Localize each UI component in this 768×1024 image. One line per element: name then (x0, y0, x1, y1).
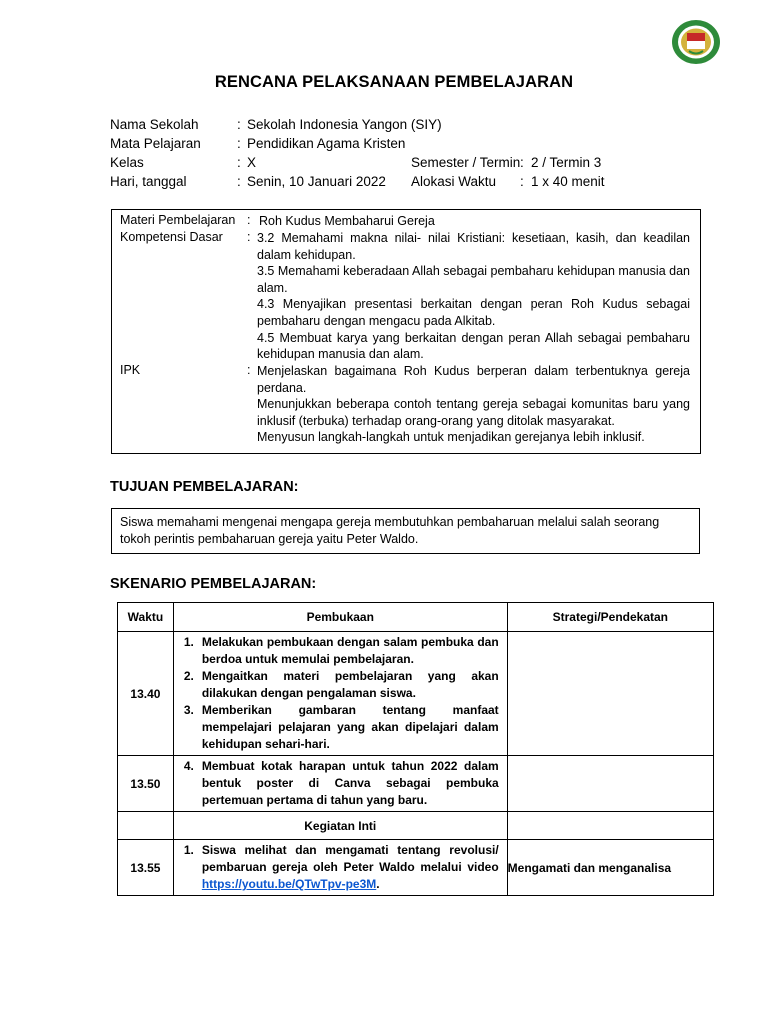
school-value: Sekolah Indonesia Yangon (SIY) (247, 117, 442, 132)
row-strategy (507, 632, 713, 756)
subject-value: Pendidikan Agama Kristen (247, 136, 406, 151)
materi-value: Roh Kudus Membaharui Gereja (259, 214, 435, 228)
list-item: 2. Mengaitkan materi pembelajaran yang akan dilakukan dengan pengalaman siswa. (183, 669, 499, 700)
kd-item: 3.5 Memahami keberadaan Allah sebagai pembaharu kehidupan manusia dan alam. (257, 264, 690, 295)
materi-label: Materi Pembelajaran (120, 213, 236, 227)
row-steps (173, 632, 507, 756)
kd-item: 3.2 Memahami makna nilai- nilai Kristiani: kesetiaan, kasih, dan keadilan dalam kehidupan. (257, 231, 690, 262)
row-strategy (507, 756, 713, 812)
school-logo (670, 18, 722, 66)
header-time: Waktu (118, 603, 174, 632)
class-label: Kelas (110, 155, 144, 170)
date-value: Senin, 10 Januari 2022 (247, 174, 386, 189)
list-item: 3. Memberikan gambaran tentang manfaat mempelajari pelajaran yang akan dipelajari dalam kehidupan sehari-hari. (183, 703, 499, 751)
subject-label: Mata Pelajaran (110, 136, 201, 151)
objective-text: Siswa memahami mengenai mengapa gereja membutuhkan pembaharuan melalui salah seorang tokoh perintis pembaharuan gereja yaitu Peter Waldo. (120, 515, 660, 546)
ipk-item: Menyusun langkah-langkah untuk menjadikan gerejanya lebih inklusif. (257, 430, 645, 445)
list-item: 4. Membuat kotak harapan untuk tahun 2022 dalam bentuk poster di Canva sebagai pembuka pertemuan pertama di tahun yang baru. (183, 759, 499, 807)
ipk-item: Menjelaskan bagaimana Roh Kudus berperan dalam terbentuknya gereja perdana. (257, 364, 690, 395)
ipk-list (257, 363, 690, 446)
colon: : (247, 230, 251, 244)
video-link[interactable]: https://youtu.be/QTwTpv-pe3M (201, 877, 377, 891)
row-time: 13.55 (118, 840, 174, 896)
row-time: 13.40 (118, 632, 174, 756)
header-opening: Pembukaan (173, 603, 507, 632)
objective-heading: TUJUAN PEMBELAJARAN: (110, 479, 299, 495)
kd-label: Kompetensi Dasar (120, 230, 223, 244)
ipk-label: IPK (120, 363, 141, 377)
scenario-heading: SKENARIO PEMBELAJARAN: (110, 576, 317, 592)
colon: : (237, 136, 241, 151)
table-row (118, 812, 714, 840)
time-allocation-value: 1 x 40 menit (531, 174, 605, 189)
row-steps (173, 840, 507, 896)
competency-box (111, 209, 701, 454)
colon: : (520, 174, 524, 189)
row-strategy: Mengamati dan menganalisa (507, 840, 713, 896)
school-emblem-icon (670, 18, 722, 66)
kd-list (257, 230, 690, 363)
ipk-item: Menunjukkan beberapa contoh tentang gereja sebagai komunitas baru yang inklusif (terbuka) terhadap orang-orang yang ditolak masyarakat. (257, 397, 690, 428)
colon: : (237, 155, 241, 170)
core-activity-heading: Kegiatan Inti (173, 812, 507, 840)
colon: : (520, 155, 524, 170)
school-label: Nama Sekolah (110, 117, 199, 132)
date-label: Hari, tanggal (110, 174, 187, 189)
objective-box (111, 508, 700, 554)
scenario-table (117, 602, 714, 896)
row-strategy-empty (507, 812, 713, 840)
kd-item: 4.5 Membuat karya yang berkaitan dengan peran Allah sebagai pembaharu kehidupan manusia dan alam. (257, 330, 690, 362)
row-time: 13.50 (118, 756, 174, 812)
colon: : (237, 174, 241, 189)
document-title: RENCANA PELAKSANAAN PEMBELAJARAN (214, 73, 574, 91)
list-item: 1. Melakukan pembukaan dengan salam pembuka dan berdoa untuk memulai pembelajaran. (183, 635, 499, 666)
table-row (118, 756, 714, 812)
semester-label: Semester / Termin (411, 155, 521, 170)
class-value: X (247, 155, 257, 170)
kd-item: 4.3 Menyajikan presentasi berkaitan dengan peran Roh Kudus sebagai pembaharu dengan mengacu pada Alkitab. (257, 297, 690, 328)
row-time-empty (118, 812, 174, 840)
colon: : (237, 117, 241, 132)
colon: : (247, 213, 251, 227)
list-item: 1. Siswa melihat dan mengamati tentang revolusi/ pembaruan gereja oleh Peter Waldo melalui video https://youtu.be/QTwTpv-pe3M. (183, 843, 499, 891)
table-row (118, 840, 714, 896)
table-header-row (118, 603, 714, 632)
time-allocation-label: Alokasi Waktu (411, 174, 497, 189)
semester-value: 2 / Termin 3 (531, 155, 602, 170)
header-strategy: Strategi/Pendekatan (507, 603, 713, 632)
table-row (118, 632, 714, 756)
row-steps (173, 756, 507, 812)
colon: : (247, 363, 251, 377)
